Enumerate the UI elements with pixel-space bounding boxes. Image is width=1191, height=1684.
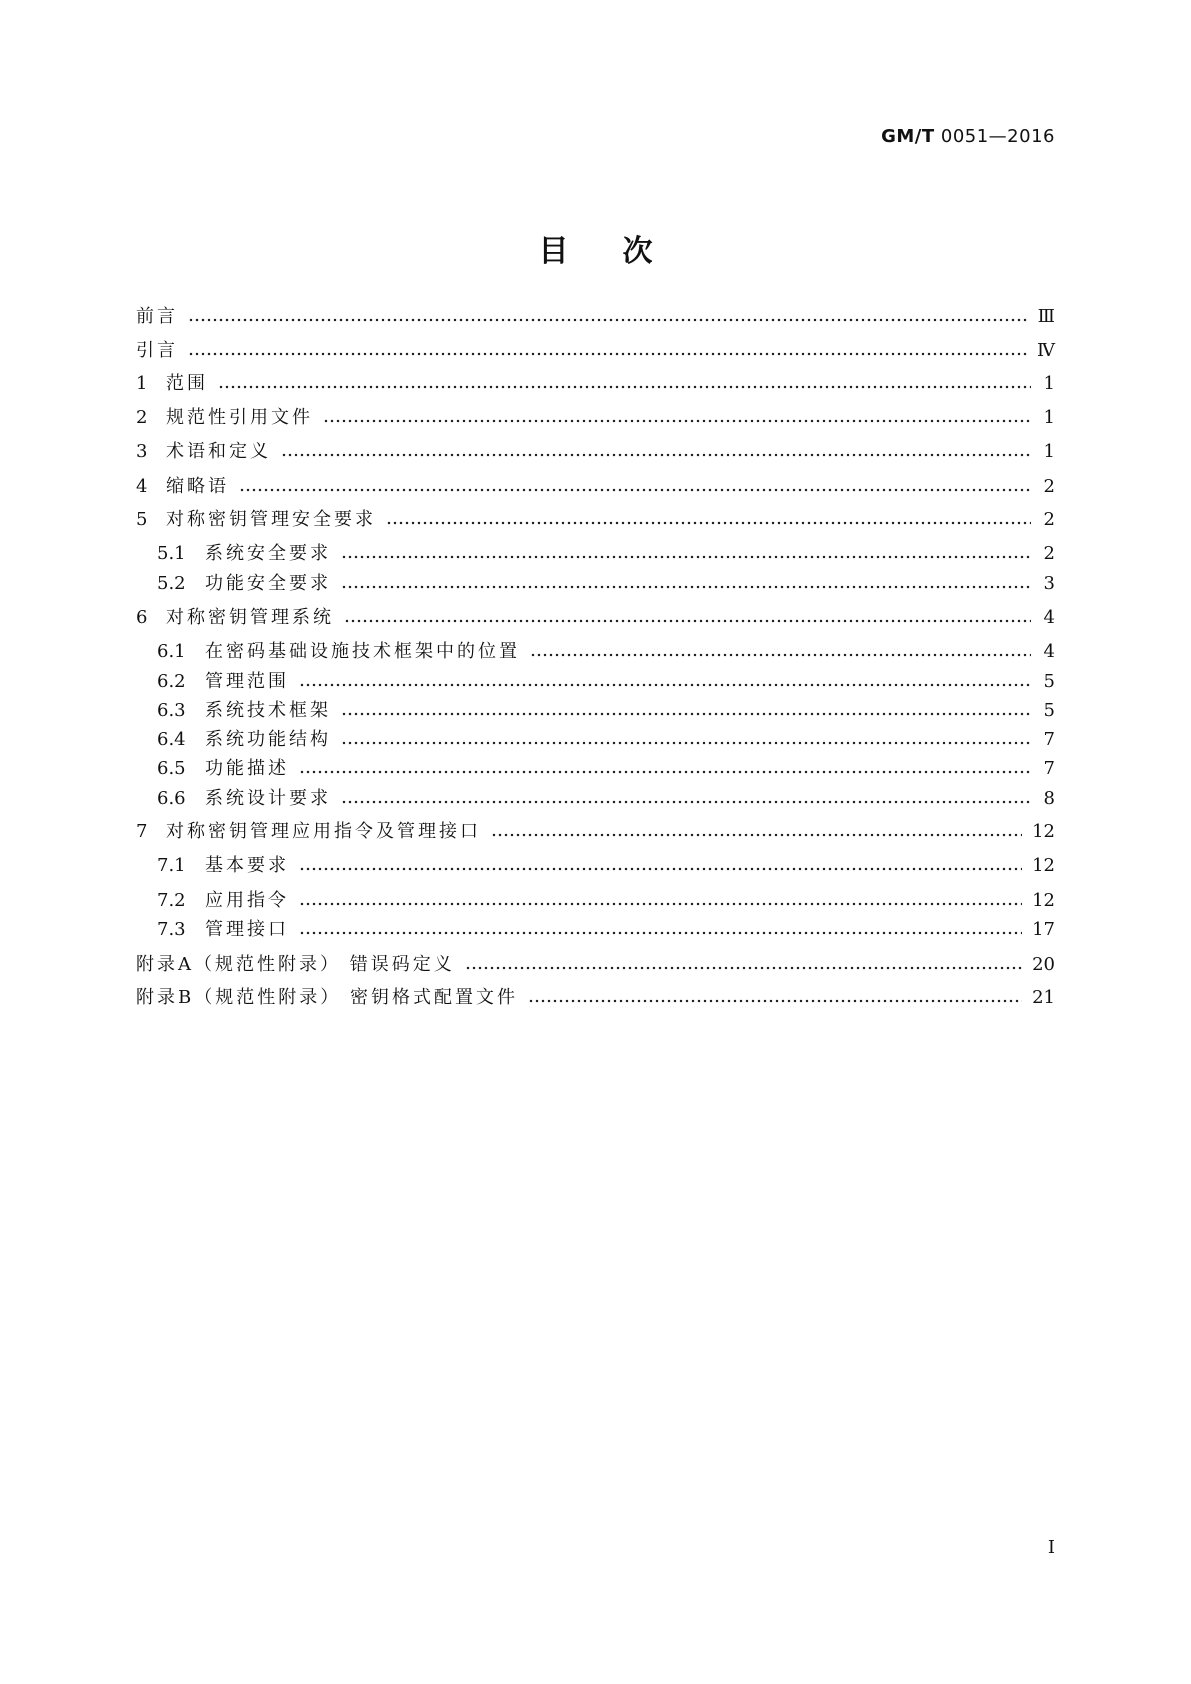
toc-entry-page: 8 xyxy=(1043,788,1055,809)
toc-entry-page: 12 xyxy=(1032,855,1055,876)
toc-entry-title: 系统安全要求 xyxy=(205,543,331,564)
toc-entry-title: 功能描述 xyxy=(205,758,289,779)
dot-leader xyxy=(299,682,1031,688)
toc-entry-number: 5.2 xyxy=(157,573,186,594)
toc-entry-page: 2 xyxy=(1043,543,1055,564)
toc-entry-number: 7.1 xyxy=(157,855,186,876)
dot-leader xyxy=(239,487,1031,493)
dot-leader xyxy=(299,901,1022,907)
toc-entry[interactable] xyxy=(157,785,1055,813)
toc-entry-page: 2 xyxy=(1043,476,1055,497)
toc-entry-title: 应用指令 xyxy=(205,890,289,911)
dot-leader xyxy=(299,769,1031,775)
toc-entry[interactable] xyxy=(157,916,1055,944)
toc-entry-page: 3 xyxy=(1043,573,1055,594)
toc-entry-page: 21 xyxy=(1032,987,1055,1008)
dot-leader xyxy=(386,520,1031,526)
toc-entry-title: 术语和定义 xyxy=(166,441,271,462)
page-number: I xyxy=(1047,1537,1055,1558)
toc-entry[interactable] xyxy=(157,638,1055,666)
dot-leader xyxy=(188,317,1028,323)
toc-entry[interactable] xyxy=(136,370,1055,398)
dot-leader xyxy=(323,418,1031,424)
toc-entry-number: 7 xyxy=(136,821,148,842)
dot-leader xyxy=(281,452,1031,458)
toc-entry-title: 系统技术框架 xyxy=(205,700,331,721)
toc-entry-title: 管理范围 xyxy=(205,671,289,692)
standard-number: 0051—2016 xyxy=(940,126,1055,147)
toc-entry-page: 17 xyxy=(1032,919,1055,940)
toc-entry-page: 7 xyxy=(1043,729,1055,750)
toc-entry-page: 4 xyxy=(1043,607,1055,628)
dot-leader xyxy=(344,618,1031,624)
toc-entry-page: 4 xyxy=(1043,641,1055,662)
dot-leader xyxy=(188,351,1027,357)
toc-entry-number: 5 xyxy=(136,509,148,530)
toc-entry[interactable] xyxy=(157,755,1055,783)
toc-entry-page: 20 xyxy=(1032,954,1055,975)
toc-entry-page: Ⅲ xyxy=(1037,306,1055,327)
toc-entry-number: 6 xyxy=(136,607,148,628)
toc-entry-title: 管理接口 xyxy=(205,919,289,940)
toc-entry-number: 1 xyxy=(136,373,148,394)
standard-prefix: GM/T xyxy=(881,126,935,147)
toc-entry-title: 对称密钥管理系统 xyxy=(166,607,334,628)
toc-entry[interactable] xyxy=(157,887,1055,915)
toc-entry[interactable] xyxy=(136,337,1055,365)
toc-entry[interactable] xyxy=(136,438,1055,466)
toc-entry[interactable] xyxy=(136,951,1055,979)
toc-entry-title: 范围 xyxy=(166,373,208,394)
toc-entry[interactable] xyxy=(136,303,1055,331)
toc-entry-title: 基本要求 xyxy=(205,855,289,876)
toc-entry-title: 功能安全要求 xyxy=(205,573,331,594)
dot-leader xyxy=(299,866,1022,872)
toc-entry-page: 12 xyxy=(1032,890,1055,911)
dot-leader xyxy=(341,740,1031,746)
standard-code xyxy=(881,126,1055,147)
toc-entry-title: 引言 xyxy=(136,340,178,361)
toc-entry-title: 前言 xyxy=(136,306,178,327)
toc-entry[interactable] xyxy=(136,984,1055,1012)
dot-leader xyxy=(218,384,1031,390)
toc-entry-page: 12 xyxy=(1032,821,1055,842)
toc-entry-number: 7.3 xyxy=(157,919,186,940)
toc-entry-title: 系统功能结构 xyxy=(205,729,331,750)
toc-entry-page: 1 xyxy=(1043,373,1055,394)
toc-entry[interactable] xyxy=(136,404,1055,432)
toc-entry[interactable] xyxy=(136,818,1055,846)
dot-leader xyxy=(465,965,1022,971)
toc-entry-page: Ⅳ xyxy=(1037,340,1055,361)
toc-entry-number: 6.6 xyxy=(157,788,186,809)
toc-entry-number: 6.1 xyxy=(157,641,186,662)
dot-leader xyxy=(341,554,1031,560)
toc-entry[interactable] xyxy=(136,473,1055,501)
toc-entry-page: 1 xyxy=(1043,441,1055,462)
toc-entry-number: 2 xyxy=(136,407,148,428)
toc-entry-number: 7.2 xyxy=(157,890,186,911)
toc-entry-title: 附录A（规范性附录） 错误码定义 xyxy=(136,954,455,975)
toc-entry-title: 规范性引用文件 xyxy=(166,407,313,428)
dot-leader xyxy=(341,799,1031,805)
toc-entry-page: 1 xyxy=(1043,407,1055,428)
toc-entry-number: 6.4 xyxy=(157,729,186,750)
toc-entry-number: 6.2 xyxy=(157,671,186,692)
toc-entry-number: 6.5 xyxy=(157,758,186,779)
toc-entry-title: 系统设计要求 xyxy=(205,788,331,809)
toc-entry-page: 7 xyxy=(1043,758,1055,779)
toc-entry-number: 4 xyxy=(136,476,148,497)
toc-entry-number: 3 xyxy=(136,441,148,462)
toc-entry[interactable] xyxy=(136,604,1055,632)
toc-entry-title: 缩略语 xyxy=(166,476,229,497)
toc-entry[interactable] xyxy=(157,540,1055,568)
toc-entry[interactable] xyxy=(136,506,1055,534)
dot-leader xyxy=(491,832,1022,838)
toc-entry-number: 6.3 xyxy=(157,700,186,721)
toc-entry-page: 2 xyxy=(1043,509,1055,530)
toc-entry-number: 5.1 xyxy=(157,543,186,564)
toc-entry-title: 附录B（规范性附录） 密钥格式配置文件 xyxy=(136,987,518,1008)
dot-leader xyxy=(341,584,1031,590)
dot-leader xyxy=(341,711,1031,717)
toc-entry-page: 5 xyxy=(1043,700,1055,721)
toc-entry-title: 对称密钥管理应用指令及管理接口 xyxy=(166,821,481,842)
toc-entry-title: 对称密钥管理安全要求 xyxy=(166,509,376,530)
toc-entry[interactable] xyxy=(157,852,1055,880)
toc-entry[interactable] xyxy=(157,697,1055,725)
toc-entry-page: 5 xyxy=(1043,671,1055,692)
toc-entry[interactable] xyxy=(157,726,1055,754)
dot-leader xyxy=(530,652,1031,658)
dot-leader xyxy=(528,998,1022,1004)
toc-entry-title: 在密码基础设施技术框架中的位置 xyxy=(205,641,520,662)
page-title: 目次 xyxy=(538,234,707,269)
toc-entry[interactable] xyxy=(157,668,1055,696)
toc-entry[interactable] xyxy=(157,570,1055,598)
dot-leader xyxy=(299,930,1022,936)
